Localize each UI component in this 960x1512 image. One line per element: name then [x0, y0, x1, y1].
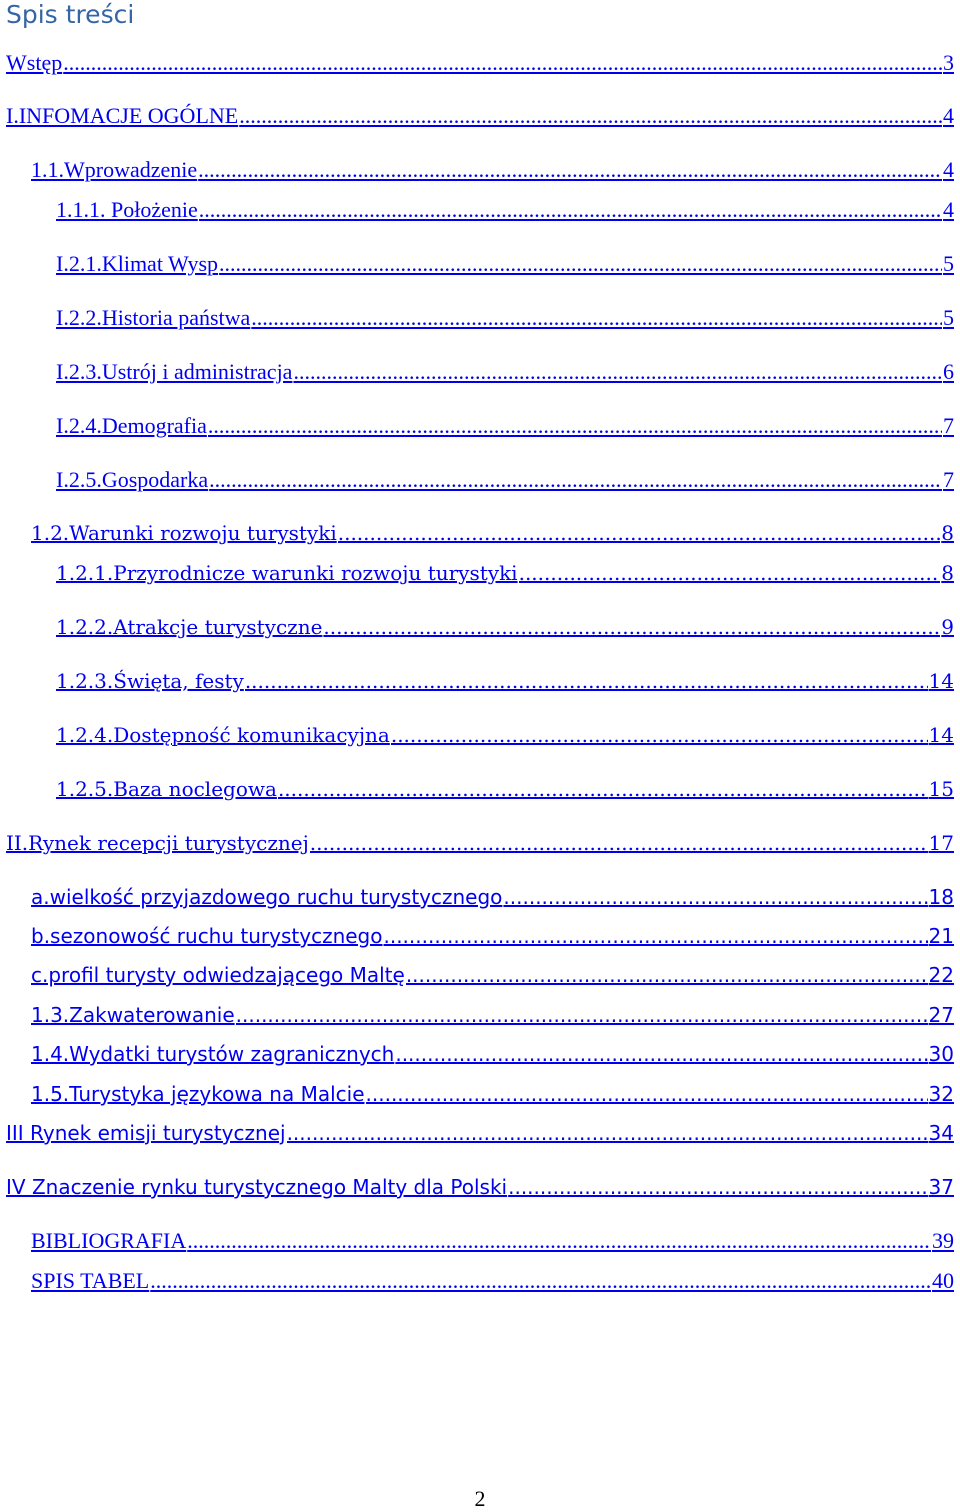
toc-entry-text: SPIS TABEL	[31, 1268, 150, 1293]
toc-entry-text: BIBLIOGRAFIA	[31, 1228, 187, 1253]
toc-entry-text: 1.1.1. Położenie	[56, 197, 198, 222]
toc-entry-ustroj[interactable]	[56, 357, 954, 387]
toc-leader-dots	[508, 1172, 927, 1202]
toc-leader-dots	[519, 558, 941, 588]
toc-entry-bibliografia[interactable]	[31, 1226, 954, 1256]
toc-entry-spis-tabel[interactable]	[31, 1266, 954, 1296]
toc-entry-text: 1.2.3.Święta, festy	[56, 669, 244, 693]
toc-entry-text: 1.2.2.Atrakcje turystyczne	[56, 615, 323, 639]
toc-entry-text: 1.2.4.Dostępność komunikacyjna	[56, 723, 390, 747]
toc-entry-page: 5	[943, 251, 954, 276]
toc-leader-dots	[251, 303, 942, 333]
toc-entry-baza-noclegowa[interactable]	[56, 774, 954, 804]
toc-leader-dots	[187, 1226, 931, 1256]
toc-entry-page: 32	[928, 1082, 954, 1106]
toc-entry-text: I.INFOMACJE OGÓLNE	[6, 103, 239, 128]
toc-entry-wielkosc-ruchu[interactable]	[31, 882, 954, 912]
toc-leader-dots	[199, 195, 942, 225]
toc-leader-dots	[236, 1000, 928, 1030]
toc-entry-text: I.2.4.Demografia	[56, 413, 207, 438]
toc-entry-text: II.Rynek recepcji turystycznej	[6, 831, 309, 855]
toc-leader-dots	[278, 774, 928, 804]
toc-entry-text: IV Znaczenie rynku turystycznego Malty dla Polski	[6, 1175, 508, 1199]
toc-entry-text: I.2.2.Historia państwa	[56, 305, 251, 330]
toc-entry-text: I.2.3.Ustrój i administracja	[56, 359, 293, 384]
toc-entry-page: 34	[928, 1121, 954, 1145]
toc-leader-dots	[208, 411, 942, 441]
toc-entry-page: 5	[943, 305, 954, 330]
toc-entry-polozenie[interactable]	[56, 195, 954, 225]
toc-entry-rynek-recepcji[interactable]	[6, 828, 954, 858]
toc-entry-page: 39	[932, 1228, 954, 1253]
toc-entry-page: 22	[928, 963, 954, 987]
toc-entry-page: 4	[943, 103, 954, 128]
toc-entry-page: 40	[932, 1268, 954, 1293]
toc-entry-text: 1.2.1.Przyrodnicze warunki rozwoju turystyki	[56, 561, 518, 585]
toc-leader-dots	[406, 960, 928, 990]
toc-leader-dots	[219, 249, 942, 279]
toc-entry-sezonowosc[interactable]	[31, 921, 954, 951]
toc-entry-profil-turysty[interactable]	[31, 960, 954, 990]
toc-entry-przyrodnicze-warunki[interactable]	[56, 558, 954, 588]
toc-leader-dots	[503, 882, 927, 912]
toc-leader-dots	[310, 828, 928, 858]
toc-entry-page: 8	[941, 561, 954, 585]
toc-entry-page: 15	[928, 777, 954, 801]
toc-leader-dots	[63, 48, 942, 78]
toc-entry-page: 30	[928, 1042, 954, 1066]
toc-leader-dots	[338, 518, 941, 548]
toc-entry-page: 6	[943, 359, 954, 384]
page-number: 2	[474, 1486, 486, 1511]
toc-entry-text: 1.4.Wydatki turystów zagranicznych	[31, 1042, 395, 1066]
toc-entry-page: 14	[928, 723, 954, 747]
toc-leader-dots	[395, 1039, 927, 1069]
toc-entry-zakwaterowanie[interactable]	[31, 1000, 954, 1030]
toc-entry-znaczenie-rynku[interactable]	[6, 1172, 954, 1202]
toc-entry-text: b.sezonowość ruchu turystycznego	[31, 924, 383, 948]
toc-entry-text: III Rynek emisji turystycznej	[6, 1121, 286, 1145]
toc-entry-warunki-rozwoju[interactable]	[31, 518, 954, 548]
toc-leader-dots	[323, 612, 940, 642]
toc-entry-text: 1.1.Wprowadzenie	[31, 157, 198, 182]
toc-entry-text: I.2.5.Gospodarka	[56, 467, 209, 492]
toc-entry-page: 21	[928, 924, 954, 948]
toc-entry-page: 14	[928, 669, 954, 693]
toc-entry-text: c.profil turysty odwiedzającego Maltę	[31, 963, 405, 987]
toc-entry-page: 27	[928, 1003, 954, 1027]
toc-entry-page: 7	[943, 467, 954, 492]
toc-entry-page: 8	[941, 521, 954, 545]
toc-entry-page: 3	[943, 50, 954, 75]
toc-entry-wstep[interactable]	[6, 48, 954, 78]
toc-entry-text: 1.3.Zakwaterowanie	[31, 1003, 235, 1027]
toc-leader-dots	[391, 720, 928, 750]
toc-leader-dots	[383, 921, 927, 951]
toc-entry-page: 7	[943, 413, 954, 438]
toc-leader-dots	[150, 1266, 931, 1296]
toc-entry-page: 37	[928, 1175, 954, 1199]
toc-entry-gospodarka[interactable]	[56, 465, 954, 495]
toc-entry-atrakcje[interactable]	[56, 612, 954, 642]
toc-leader-dots	[239, 101, 942, 131]
toc-leader-dots	[198, 155, 942, 185]
toc-entry-turystyka-jezykowa[interactable]	[31, 1079, 954, 1109]
toc-leader-dots	[293, 357, 942, 387]
toc-leader-dots	[366, 1079, 928, 1109]
toc-entry-page: 9	[941, 615, 954, 639]
toc-entry-text: 1.2.Warunki rozwoju turystyki	[31, 521, 337, 545]
toc-entry-page: 17	[928, 831, 954, 855]
toc-entry-text: I.2.1.Klimat Wysp	[56, 251, 219, 276]
toc-entry-swieta-festy[interactable]	[56, 666, 954, 696]
toc-entry-page: 4	[943, 157, 954, 182]
toc-entry-wydatki[interactable]	[31, 1039, 954, 1069]
toc-entry-historia-panstwa[interactable]	[56, 303, 954, 333]
toc-entry-demografia[interactable]	[56, 411, 954, 441]
toc-leader-dots	[209, 465, 942, 495]
toc-entry-rynek-emisji[interactable]	[6, 1118, 954, 1148]
toc-entry-page: 4	[943, 197, 954, 222]
toc-entry-page: 18	[928, 885, 954, 909]
toc-entry-klimat-wysp[interactable]	[56, 249, 954, 279]
toc-entry-text: Wstęp	[6, 50, 63, 75]
toc-entry-wprowadzenie[interactable]	[31, 155, 954, 185]
toc-entry-text: a.wielkość przyjazdowego ruchu turystycznego	[31, 885, 503, 909]
toc-entry-dostepnosc[interactable]	[56, 720, 954, 750]
toc-entry-text: 1.2.5.Baza noclegowa	[56, 777, 277, 801]
toc-title: Spis treści	[6, 0, 135, 29]
toc-entry-text: 1.5.Turystyka językowa na Malcie	[31, 1082, 365, 1106]
toc-leader-dots	[287, 1118, 928, 1148]
toc-leader-dots	[245, 666, 928, 696]
toc-entry-informacje-ogolne[interactable]	[6, 101, 954, 131]
